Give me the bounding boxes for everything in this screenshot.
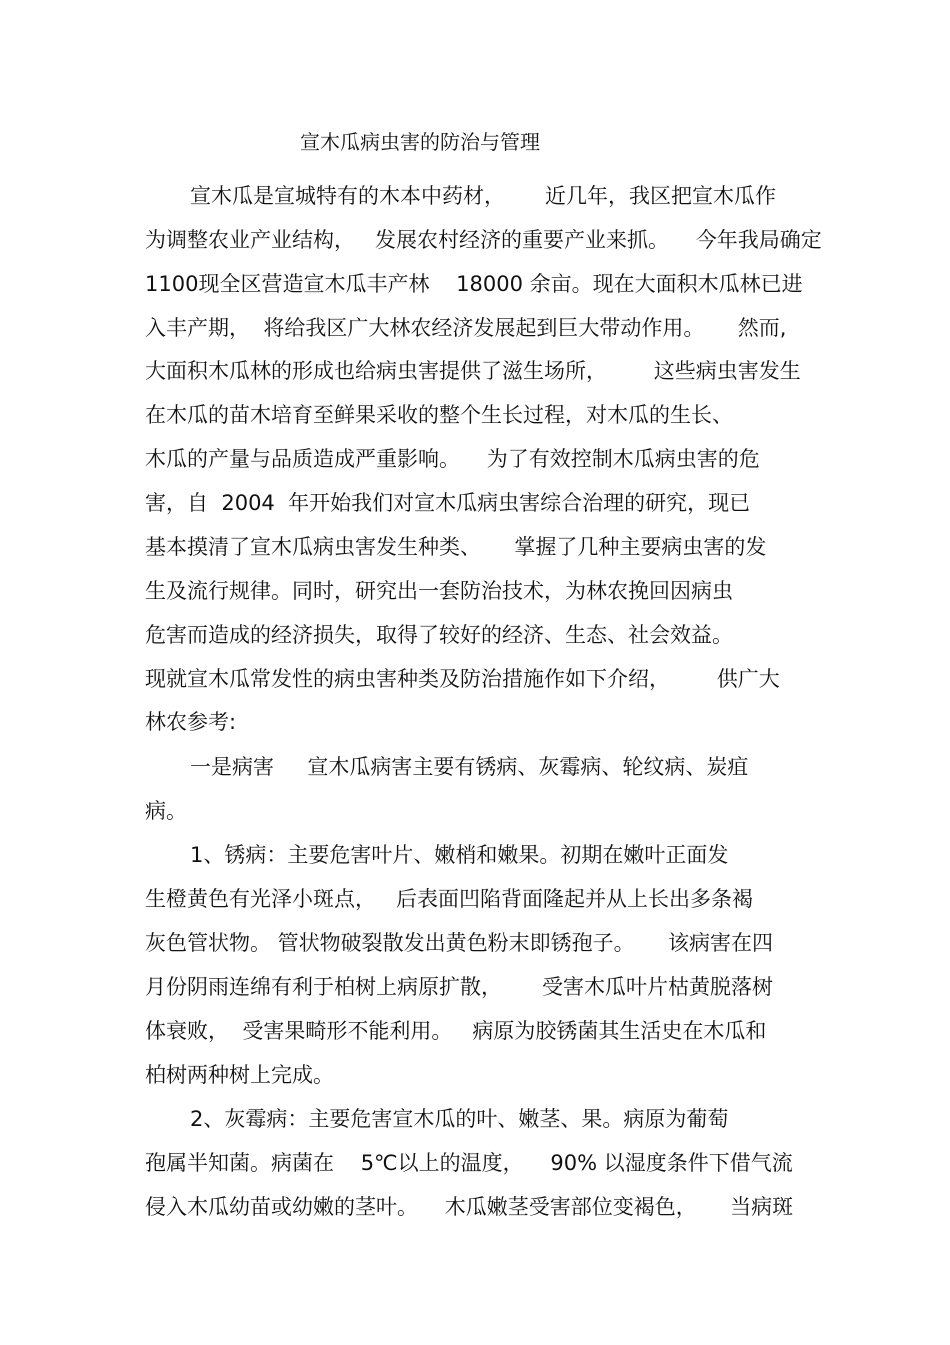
text-line: 月份阴雨连绵有利于柏树上病原扩散， 受害木瓜叶片枯黄脱落树 (145, 975, 774, 999)
text-line: 大面积木瓜林的形成也给病虫害提供了滋生场所， 这些病虫害发生 (145, 359, 801, 383)
text-line: 现就宣木瓜常发性的病虫害种类及防治措施作如下介绍， 供广大 (145, 667, 780, 691)
text-line: 侵入木瓜幼苗或幼嫩的茎叶。 木瓜嫩茎受害部位变褐色， 当病斑 (145, 1195, 794, 1219)
text-line: 病。 (145, 799, 187, 823)
text-line: 危害而造成的经济损失，取得了较好的经济、生态、社会效益。 (145, 623, 733, 647)
text-line: 1100现全区营造宣木瓜丰产林 18000 余亩。现在大面积木瓜林已进 (145, 272, 803, 296)
text-line: 孢属半知菌。病菌在 5℃以上的温度， 90% 以湿度条件下借气流 (145, 1151, 793, 1175)
text-line: 在木瓜的苗木培育至鲜果采收的整个生长过程，对木瓜的生长、 (145, 403, 733, 427)
text-line: 基本摸清了宣木瓜病虫害发生种类、 掌握了几种主要病虫害的发 (145, 535, 767, 559)
text-line: 1、锈病：主要危害叶片、嫩梢和嫩果。初期在嫩叶正面发 (190, 843, 729, 867)
text-line: 生橙黄色有光泽小斑点， 后表面凹陷背面隆起并从上长出多条褐 (145, 887, 754, 911)
text-line: 体衰败， 受害果畸形不能利用。 病原为胶锈菌其生活史在木瓜和 (145, 1019, 767, 1043)
text-line: 木瓜的产量与品质造成严重影响。 为了有效控制木瓜病虫害的危 (145, 447, 760, 471)
text-line: 生及流行规律。同时，研究出一套防治技术，为林农挽回因病虫 (145, 579, 733, 603)
text-line: 一是病害 宣木瓜病害主要有锈病、灰霉病、轮纹病、炭疽 (190, 755, 749, 779)
text-line: 灰色管状物。 管状物破裂散发出黄色粉末即锈孢子。 该病害在四 (145, 931, 774, 955)
document-title: 宣木瓜病虫害的防治与管理 (300, 130, 540, 154)
text-line: 为调整农业产业结构， 发展农村经济的重要产业来抓。 今年我局确定 (145, 228, 822, 252)
text-line: 林农参考: (145, 710, 237, 734)
text-line: 入丰产期， 将给我区广大林农经济发展起到巨大带动作用。 然而, (145, 316, 787, 340)
text-line: 害，自 2004 年开始我们对宣木瓜病虫害综合治理的研究，现已 (145, 491, 751, 515)
text-line: 柏树两种树上完成。 (145, 1063, 334, 1087)
text-line: 2、灰霉病：主要危害宣木瓜的叶、嫩茎、果。病原为葡萄 (190, 1107, 729, 1131)
text-line: 宣木瓜是宣城特有的木本中药材， 近几年，我区把宣木瓜作 (190, 184, 777, 208)
